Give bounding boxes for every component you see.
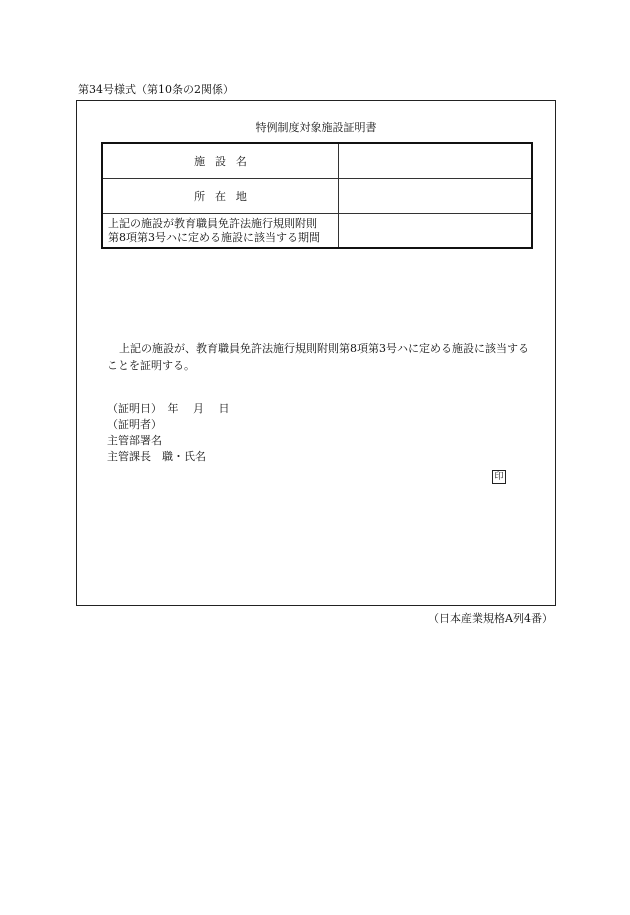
- period-label-line-2: 第8項第3号ハに定める施設に該当する期間: [108, 230, 320, 244]
- document-title: 特例制度対象施設証明書: [255, 121, 377, 134]
- manager-value: 職・氏名: [162, 450, 206, 463]
- department-label: 主管部署名: [107, 434, 162, 447]
- date-value: 年 月 日: [167, 402, 230, 415]
- manager-label: 主管課長: [107, 450, 151, 463]
- certification-block: [107, 401, 230, 465]
- table-row-location: [103, 178, 531, 213]
- certification-statement: 上記の施設が、教育職員免許法施行規則附則第8項第3号ハに定める施設に該当することを証明する。: [107, 342, 529, 372]
- certificate-frame: [76, 100, 556, 606]
- date-label: （証明日）: [107, 402, 157, 415]
- facility-name-label: 施設名: [103, 144, 339, 178]
- certifier-label: （証明者）: [107, 418, 162, 431]
- period-label-line-1: 上記の施設が教育職員免許法施行規則附則: [108, 216, 317, 230]
- period-field[interactable]: [339, 214, 531, 247]
- location-label: 所在地: [103, 179, 339, 213]
- table-row-facility-name: [103, 144, 531, 178]
- facility-name-field[interactable]: [339, 144, 531, 178]
- form-number: 第34号様式（第10条の2関係）: [78, 83, 234, 96]
- paper-size-note: （日本産業規格A列4番）: [428, 612, 553, 625]
- facility-info-table: [101, 142, 533, 249]
- table-row-period: [103, 213, 531, 247]
- location-field[interactable]: [339, 179, 531, 213]
- seal-mark: 印: [492, 470, 506, 484]
- period-label: [103, 214, 339, 247]
